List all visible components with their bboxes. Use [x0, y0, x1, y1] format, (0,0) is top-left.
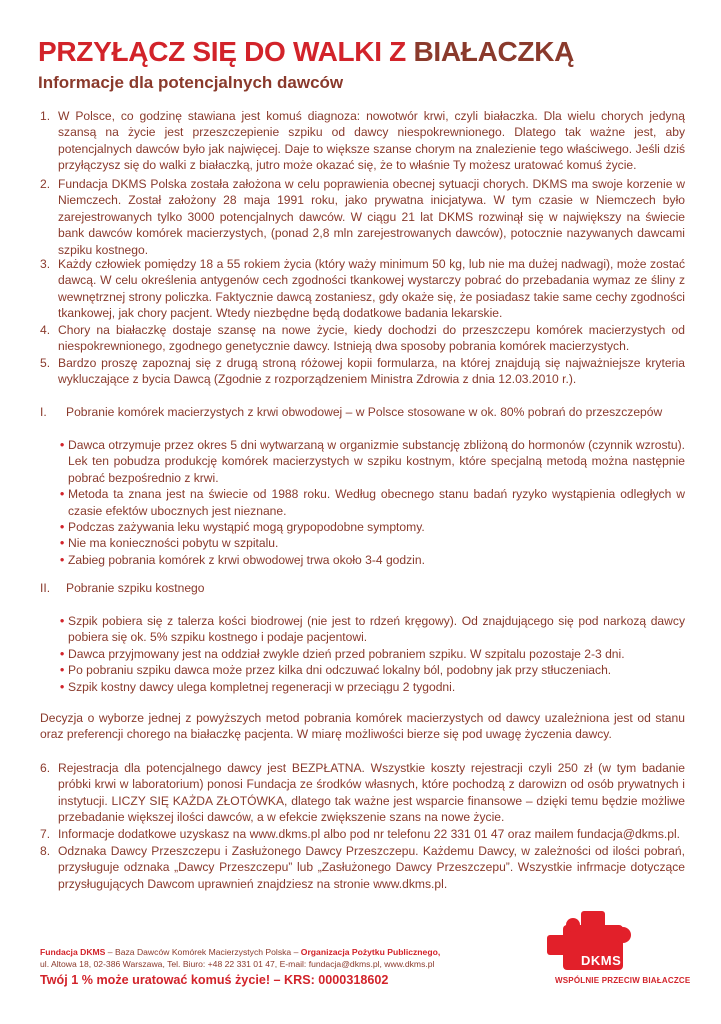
footer-org-info	[40, 946, 480, 970]
bullet-dot: •	[60, 487, 65, 502]
bullet-item: • Dawca otrzymuje przez okres 5 dni wytwarzaną w organizmie substancję zbliżoną do hormonów (czynnik wzrostu). Lek ten pobudza produkcję komórek macierzystych w szpiku kostnym, które specjalną metodą można następnie pobrać bezpośrednio z krwi.	[60, 438, 685, 485]
list-item-4	[40, 322, 685, 355]
list-item-2	[40, 176, 685, 258]
list-item-text: Chory na białaczkę dostaje szansę na nowe życie, kiedy dochodzi do przeszczepu komórek macierzystych od niespokrewnionego, zgodnego genetycznie dawcy. Istnieją dwa sposoby pobrania komórek macierzystych.	[58, 323, 685, 354]
method-number: I.	[40, 405, 47, 419]
bullet-item: • Dawca przyjmowany jest na oddział zwykle dzień przed pobraniem szpiku. W szpitalu pozostaje 2-3 dni.	[60, 646, 625, 661]
list-item-text: W Polsce, co godzinę stawiana jest komuś diagnoza: nowotwór krwi, czyli białaczka. Dla wielu chorych jedyną szansą na życie jest przeszczepienie szpiku od dawcy niespokrewnionego. Dlatego tak ważne jest, aby potencjalnych dawców było jak najwięcej. Daje to większe szanse chorym na znalezienie tego właściwego. Jeśli dziś przyłączysz się do walki z białaczką, jutro może okazać się, że to właśnie Ty możesz uratować komuś życie.	[58, 109, 685, 173]
method-2-bullets	[60, 613, 685, 695]
list-item-8	[40, 843, 685, 892]
bullet-dot: •	[60, 552, 65, 567]
bullet-dot: •	[60, 520, 65, 535]
list-item-number: 1.	[40, 109, 51, 123]
bullet-item: • Podczas zażywania leku wystąpić mogą grypopodobne symptomy.	[60, 520, 425, 535]
method-1-bullets	[60, 437, 685, 568]
bullet-item: • Szpik kostny dawcy ulega kompletnej regeneracji w przeciągu 2 tygodni.	[60, 679, 456, 694]
method-2-heading	[40, 580, 685, 596]
list-item-number: 5.	[40, 356, 51, 370]
title-part-1: PRZYŁĄCZ SIĘ DO WALKI Z	[38, 36, 414, 67]
list-item-5	[40, 355, 685, 388]
list-item-number: 6.	[40, 761, 51, 775]
list-item-number: 2.	[40, 177, 51, 191]
footer-org-name: Fundacja DKMS	[40, 947, 106, 957]
list-item-1	[40, 108, 685, 174]
method-heading-text: Pobranie komórek macierzystych z krwi obwodowej – w Polsce stosowane w ok. 80% pobrań do przeszczepów	[66, 405, 663, 419]
decision-paragraph: Decyzja o wyborze jednej z powyższych metod pobrania komórek macierzystych od dawcy uzależniona jest od stanu oraz preferencji chorego na białaczkę pacjenta. W miarę możliwości bierze się pod uwagę życzenia dawcy.	[40, 711, 685, 742]
footer-org-status: Organizacja Pożytku Publicznego,	[300, 947, 441, 957]
bullet-item: • Szpik pobiera się z talerza kości biodrowej (nie jest to rdzeń kręgowy). Od znajdującego się pod narkozą dawcy pobiera się ok. 5% szpiku kostnego i podaje pacjentowi.	[60, 614, 685, 645]
logo-text: DKMS	[581, 953, 622, 968]
list-item-text: Fundacja DKMS Polska została założona w celu poprawienia obecnej sytuacji chorych. DKMS ma swoje korzenie w Niemczech. Został założony 28 maja 1991 roku, jako prywatna inicjatywa. W tym czasie w Niemczech było zarejestrowanych tylko 3000 potencjalnych dawców. W ciągu 21 lat DKMS rozwinął się w największy na świecie bank dawców komórek macierzystych, (ponad 2,8 mln zarejestrowanych dawców), potocznie nazywanych dawcami szpiku kostnego.	[58, 177, 685, 257]
list-item-text: Odznaka Dawcy Przeszczepu i Zasłużonego Dawcy Przeszczepu. Każdemu Dawcy, w zależności od ilości pobrań, przysługuje odznaka „Dawcy Przeszczepu” lub „Zasłużonego Dawcy Przeszczepu”. Wszystkie infrmacje dotyczące przysługujących Dawcom uprawnień znajdziesz na stronie www.dkms.pl.	[58, 844, 685, 891]
page-subtitle: Informacje dla potencjalnych dawców	[38, 73, 344, 92]
bullet-dot: •	[60, 536, 65, 551]
method-1-heading	[40, 404, 685, 420]
logo-slogan: WSPÓLNIE PRZECIW BIAŁACZCE	[555, 976, 691, 985]
list-item-7	[40, 826, 685, 842]
list-item-number: 8.	[40, 844, 51, 858]
bullet-dot: •	[60, 614, 65, 628]
bullet-dot: •	[60, 646, 65, 661]
list-item-number: 4.	[40, 323, 51, 337]
list-item-text: Bardzo proszę zapoznaj się z drugą stroną różowej kopii formularza, na której znajdują się najważniejsze kryteria wykluczające z bycia Dawcą (Zgodnie z rozporządzeniem Ministra Zdrowia z dnia 12.03.2010 r.).	[58, 356, 685, 387]
list-item-text: Rejestracja dla potencjalnego dawcy jest BEZPŁATNA. Wszystkie koszty rejestracji czyli 250 zł (w tym badanie próbki krwi w laboratorium) ponosi Fundacja ze środków własnych, które pochodzą z darowizn od osób prywatnych i instytucji. LICZY SIĘ KAŻDA ZŁOTÓWKA, dlatego tak ważne jest wsparcie finansowe – dzięki temu będzie możliwe przebadanie większej ilości dawców, a w efekcie zwiększenie szans na nowe życie.	[58, 761, 685, 825]
bullet-item: • Metoda ta znana jest na świecie od 1988 roku. Według obecnego stanu badań ryzyko wystąpienia odległych w czasie efektów ubocznych jest nieznane.	[60, 487, 685, 518]
dkms-logo-icon	[543, 905, 683, 985]
bullet-dot: •	[60, 663, 65, 678]
list-item-text: Informacje dodatkowe uzyskasz na www.dkms.pl albo pod nr telefonu 22 331 01 47 oraz mailem fundacja@dkms.pl.	[58, 827, 680, 841]
list-item-text: Każdy człowiek pomiędzy 18 a 55 rokiem życia (który waży minimum 50 kg, lub nie ma dużej nadwagi), może zostać dawcą. W celu określenia antygenów cech zgodności tkankowej wystarczy pobrać do przebadania wymaz ze śliny z wewnętrznej strony policzka. Faktycznie dawcą zostaniesz, gdy okaże się, że posiadasz takie same cechy zgodności tkankowej, jak chory pacjent. Wtedy niezbędne będą dodatkowe badania lekarskie.	[58, 257, 685, 321]
footer-krs-line: Twój 1 % może uratować komuś życie! – KRS: 0000318602	[40, 973, 389, 987]
bullet-item: • Nie ma konieczności pobytu w szpitalu.	[60, 536, 279, 551]
footer-line-1	[40, 946, 480, 958]
footer-org-desc: – Baza Dawców Komórek Macierzystych Polska –	[105, 947, 301, 957]
footer-address: ul. Altowa 18, 02-386 Warszawa, Tel. Biuro: +48 22 331 01 47, E-mail: fundacja@dkms.pl, www.dkms.pl	[40, 959, 435, 969]
method-heading-text: Pobranie szpiku kostnego	[66, 581, 205, 595]
title-part-2: BIAŁACZKĄ	[413, 36, 575, 67]
bullet-item: • Zabieg pobrania komórek z krwi obwodowej trwa około 3-4 godzin.	[60, 552, 425, 567]
method-number: II.	[40, 581, 51, 595]
list-item-number: 7.	[40, 827, 51, 841]
bullet-dot: •	[60, 679, 65, 694]
bullet-dot: •	[60, 438, 65, 452]
bullet-item: • Po pobraniu szpiku dawca może przez kilka dni odczuwać lokalny ból, podobny jak przy stłuczeniach.	[60, 663, 612, 678]
list-item-3	[40, 256, 685, 322]
page-title	[38, 36, 698, 68]
list-item-6	[40, 760, 685, 826]
list-item-number: 3.	[40, 257, 51, 271]
